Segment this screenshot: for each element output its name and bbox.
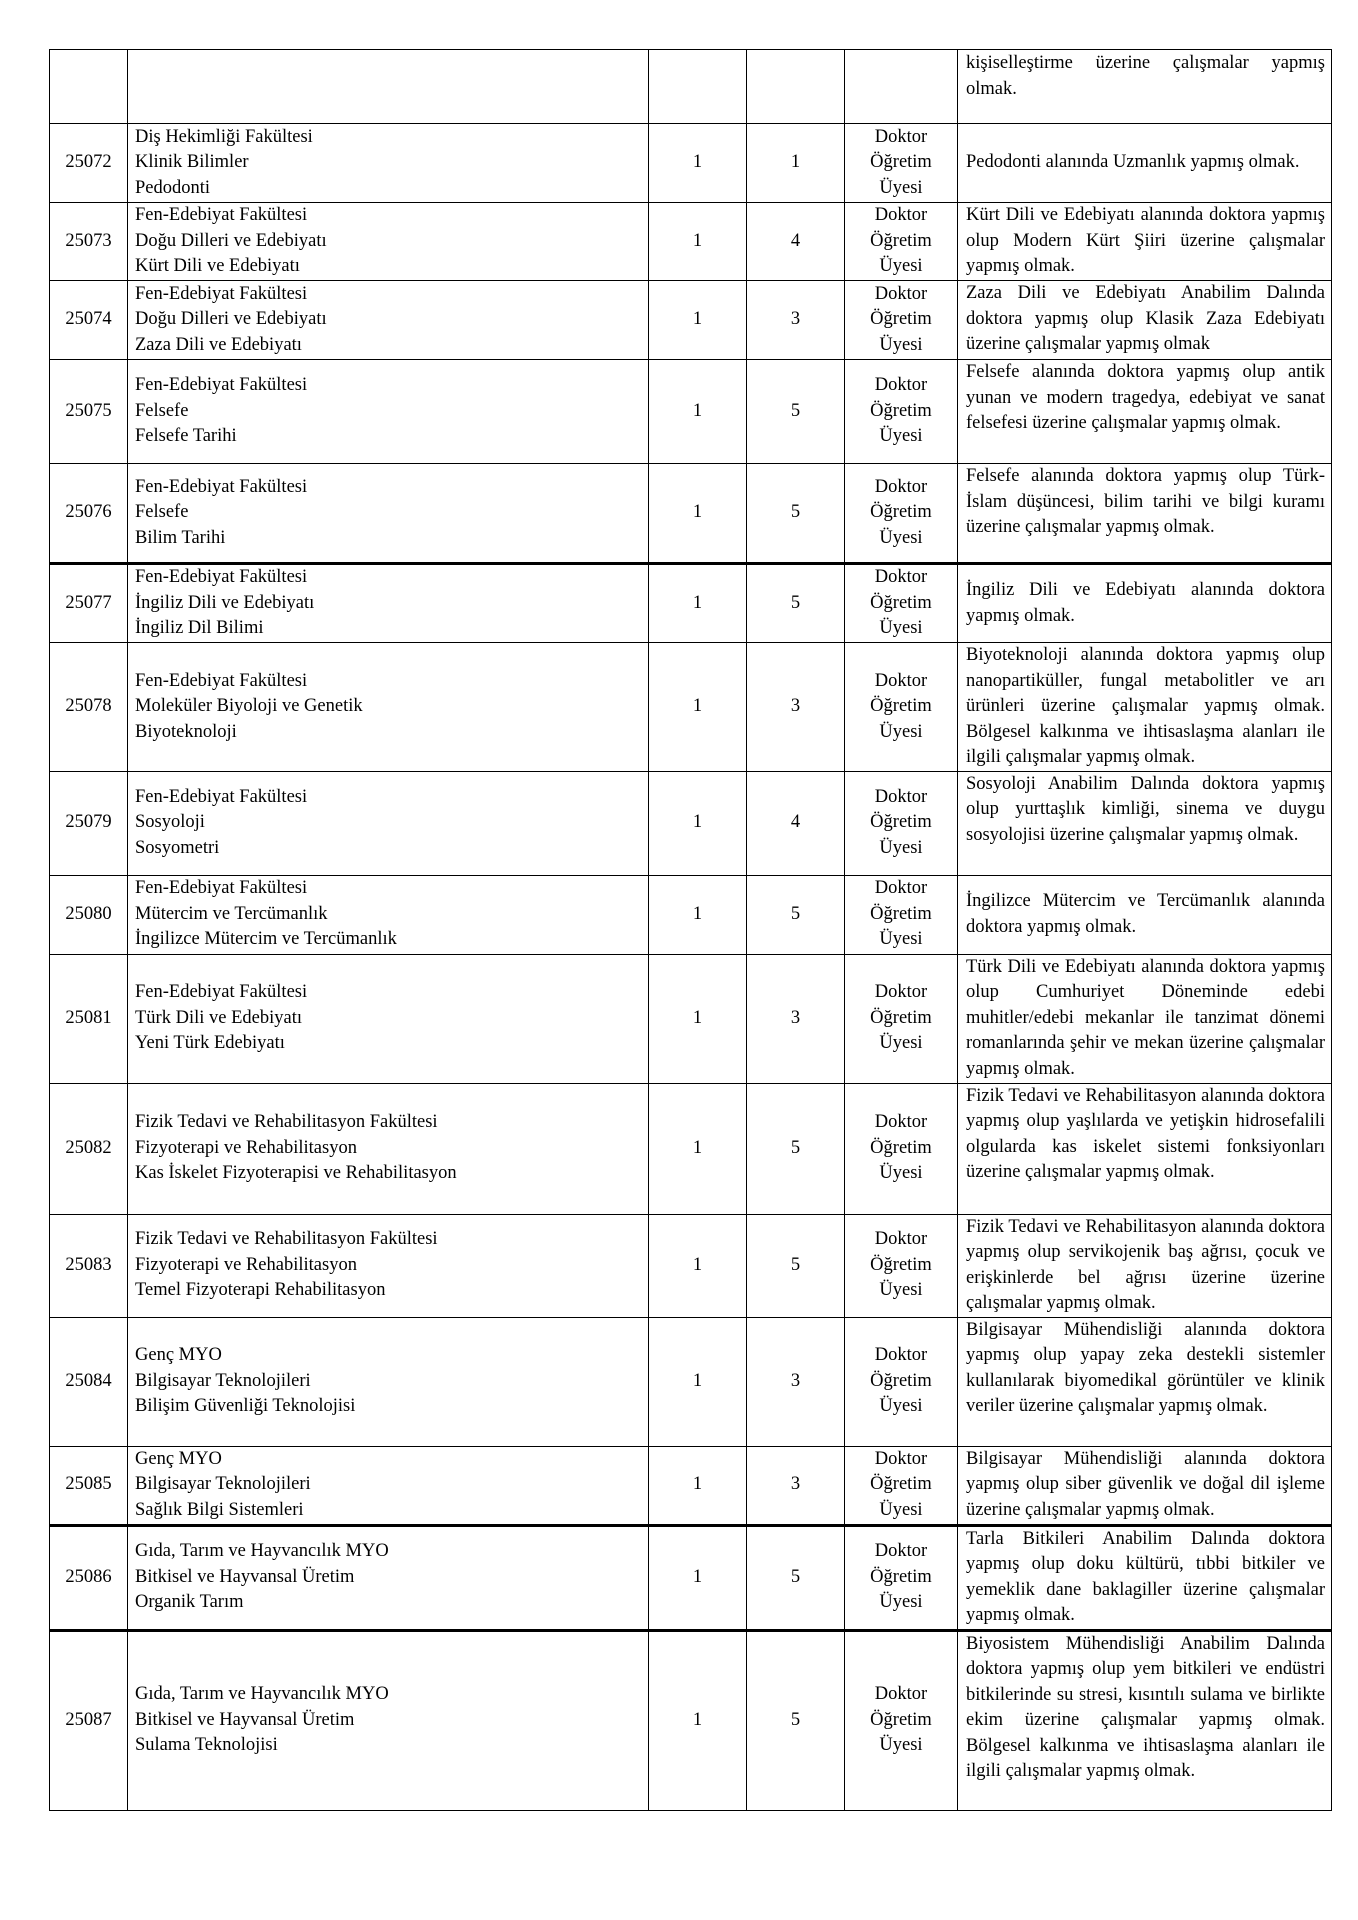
academic-unit <box>128 360 649 464</box>
title-line: Doktor <box>874 283 928 304</box>
academic-unit <box>128 1317 649 1446</box>
position-title <box>845 1446 958 1525</box>
position-degree: 5 <box>747 360 845 464</box>
position-degree: 5 <box>747 564 845 643</box>
department-name: Türk Dili ve Edebiyatı <box>135 1007 302 1028</box>
position-requirement: Felsefe alanında doktora yapmış olup Türk-İslam düşüncesi, bilim tarihi ve bilgi kuramı üzerine çalışmalar yapmış olmak. <box>958 464 1332 564</box>
title-line: Öğretim <box>870 230 932 251</box>
position-count: 1 <box>649 281 747 360</box>
position-degree: 4 <box>747 771 845 875</box>
position-requirement: Sosyoloji Anabilim Dalında doktora yapmış olup yurttaşlık kimliği, sinema ve duygu sosyolojisi üzerine çalışmalar yapmış olmak. <box>958 771 1332 875</box>
title-line: Üyesi <box>879 1033 923 1054</box>
table-row <box>50 1317 1332 1446</box>
position-code: 25085 <box>50 1446 128 1525</box>
academic-unit <box>128 203 649 281</box>
position-degree: 5 <box>747 464 845 564</box>
position-degree: 5 <box>747 1214 845 1317</box>
division-name: Felsefe Tarihi <box>135 426 237 447</box>
division-name: İngiliz Dil Bilimi <box>135 618 264 639</box>
table-row <box>50 360 1332 464</box>
academic-unit <box>128 643 649 772</box>
position-count: 1 <box>649 564 747 643</box>
title-line: Öğretim <box>870 696 932 716</box>
department-name: Bilgisayar Teknolojileri <box>135 1474 311 1495</box>
faculty-name: Fen-Edebiyat Fakültesi <box>135 670 308 691</box>
table-row <box>50 564 1332 643</box>
title-line: Üyesi <box>879 1163 923 1184</box>
position-title <box>845 1630 958 1810</box>
department-name: Felsefe <box>135 400 189 421</box>
position-count: 1 <box>649 464 747 564</box>
position-count: 1 <box>649 1525 747 1630</box>
position-title <box>845 643 958 772</box>
title-line: Üyesi <box>879 1735 923 1756</box>
title-line: Üyesi <box>879 334 923 355</box>
position-count <box>649 50 747 124</box>
title-line: Öğretim <box>870 400 932 421</box>
title-line: Doktor <box>874 205 928 226</box>
position-code: 25083 <box>50 1214 128 1317</box>
position-count: 1 <box>649 1630 747 1810</box>
academic-unit <box>128 954 649 1083</box>
division-name: Bilişim Güvenliği Teknolojisi <box>135 1396 356 1417</box>
position-count: 1 <box>649 1446 747 1525</box>
position-code: 25084 <box>50 1317 128 1446</box>
position-degree: 5 <box>747 1083 845 1214</box>
department-name: Bitkisel ve Hayvansal Üretim <box>135 1709 355 1730</box>
position-requirement: Bilgisayar Mühendisliği alanında doktora yapmış olup siber güvenlik ve doğal dil işleme üzerine çalışmalar yapmış olmak. <box>958 1446 1332 1525</box>
position-count: 1 <box>649 1214 747 1317</box>
table-row <box>50 954 1332 1083</box>
academic-unit <box>128 50 649 124</box>
department-name: Doğu Dilleri ve Edebiyatı <box>135 309 327 330</box>
position-title <box>845 203 958 281</box>
division-name: Temel Fizyoterapi Rehabilitasyon <box>135 1280 386 1301</box>
position-degree <box>747 50 845 124</box>
academic-unit <box>128 281 649 360</box>
table-row <box>50 203 1332 281</box>
title-line: Öğretim <box>870 812 932 833</box>
division-name: Pedodonti <box>135 177 211 198</box>
department-name: Klinik Bilimler <box>135 152 249 173</box>
position-requirement: Fizik Tedavi ve Rehabilitasyon alanında doktora yapmış olup yaşlılarda ve yetişkin hidrosefalili olgularda kas iskelet sistemi fonksiyonları üzerine çalışmalar yapmış olmak. <box>958 1083 1332 1214</box>
position-degree: 5 <box>747 1525 845 1630</box>
title-line: Doktor <box>874 1229 928 1250</box>
title-line: Doktor <box>874 982 928 1003</box>
department-name: Bilgisayar Teknolojileri <box>135 1370 311 1391</box>
academic-unit <box>128 1083 649 1214</box>
faculty-name: Genç MYO <box>135 1345 222 1366</box>
division-name: Kas İskelet Fizyoterapisi ve Rehabilitasyon <box>135 1163 457 1184</box>
department-name: Fizyoterapi ve Rehabilitasyon <box>135 1254 357 1275</box>
position-title <box>845 771 958 875</box>
position-degree: 4 <box>747 203 845 281</box>
position-title <box>845 1083 958 1214</box>
academic-unit <box>128 1446 649 1525</box>
title-line: Doktor <box>874 1541 928 1562</box>
title-line: Doktor <box>874 567 928 588</box>
position-degree: 3 <box>747 954 845 1083</box>
title-line: Üyesi <box>879 618 923 639</box>
title-line: Doktor <box>874 1684 928 1705</box>
faculty-name: Fen-Edebiyat Fakültesi <box>135 205 308 226</box>
title-line: Öğretim <box>870 502 932 523</box>
division-name: İngilizce Mütercim ve Tercümanlık <box>135 929 397 950</box>
faculty-name: Genç MYO <box>135 1448 222 1469</box>
position-requirement: İngiliz Dili ve Edebiyatı alanında doktora yapmış olmak. <box>958 564 1332 643</box>
position-degree: 1 <box>747 124 845 203</box>
position-title <box>845 464 958 564</box>
position-count: 1 <box>649 203 747 281</box>
title-line: Öğretim <box>870 1007 932 1028</box>
position-title <box>845 954 958 1083</box>
division-name: Yeni Türk Edebiyatı <box>135 1033 285 1054</box>
position-requirement: Bilgisayar Mühendisliği alanında doktora yapmış olup yapay zeka destekli sistemler kullanılarak biyomedikal görüntüler ve klinik veriler üzerine çalışmalar yapmış olmak. <box>958 1317 1332 1446</box>
department-name: Moleküler Biyoloji ve Genetik <box>135 696 363 716</box>
position-count: 1 <box>649 954 747 1083</box>
title-line: Öğretim <box>870 1370 932 1391</box>
academic-unit <box>128 1214 649 1317</box>
position-count: 1 <box>649 875 747 954</box>
title-line: Öğretim <box>870 592 932 613</box>
position-degree: 5 <box>747 1630 845 1810</box>
division-name: Kürt Dili ve Edebiyatı <box>135 256 300 277</box>
position-degree: 3 <box>747 1317 845 1446</box>
faculty-position-table <box>49 49 1332 1811</box>
faculty-name: Fizik Tedavi ve Rehabilitasyon Fakültesi <box>135 1229 438 1250</box>
title-line: Öğretim <box>870 1709 932 1730</box>
position-requirement: Biyoteknoloji alanında doktora yapmış olup nanopartiküller, fungal metabolitler ve arı ürünleri üzerine çalışmalar yapmış olmak. Bölgesel kalkınma ve ihtisaslaşma alanları ile ilgili çalışmalar yapmış olmak. <box>958 643 1332 772</box>
title-line: Doktor <box>874 786 928 807</box>
position-count: 1 <box>649 771 747 875</box>
position-code: 25082 <box>50 1083 128 1214</box>
position-code: 25087 <box>50 1630 128 1810</box>
title-line: Öğretim <box>870 1474 932 1495</box>
division-name: Organik Tarım <box>135 1592 244 1613</box>
title-line: Doktor <box>874 1112 928 1133</box>
position-code: 25075 <box>50 360 128 464</box>
position-title <box>845 124 958 203</box>
department-name: Bitkisel ve Hayvansal Üretim <box>135 1566 355 1587</box>
title-line: Üyesi <box>879 1396 923 1417</box>
position-requirement: kişiselleştirme üzerine çalışmalar yapmış olmak. <box>958 50 1332 124</box>
faculty-name: Fen-Edebiyat Fakültesi <box>135 283 308 304</box>
position-count: 1 <box>649 1083 747 1214</box>
division-name: Sağlık Bilgi Sistemleri <box>135 1499 304 1520</box>
title-line: Üyesi <box>879 929 923 950</box>
title-line: Doktor <box>874 375 928 396</box>
position-count: 1 <box>649 1317 747 1446</box>
position-count: 1 <box>649 124 747 203</box>
faculty-name: Fen-Edebiyat Fakültesi <box>135 567 308 588</box>
academic-unit <box>128 1630 649 1810</box>
table-row <box>50 124 1332 203</box>
title-line: Öğretim <box>870 1254 932 1275</box>
academic-unit <box>128 464 649 564</box>
position-count: 1 <box>649 643 747 772</box>
table-row <box>50 464 1332 564</box>
title-line: Öğretim <box>870 1137 932 1158</box>
position-requirement: Türk Dili ve Edebiyatı alanında doktora yapmış olup Cumhuriyet Döneminde edebi muhitler/edebi mekanlar ile tanzimat dönemi romanlarında şehir ve mekan üzerine çalışmalar yapmış olmak. <box>958 954 1332 1083</box>
position-title <box>845 1214 958 1317</box>
title-line: Öğretim <box>870 152 932 173</box>
position-requirement: Pedodonti alanında Uzmanlık yapmış olmak. <box>958 124 1332 203</box>
title-line: Öğretim <box>870 903 932 924</box>
position-code: 25080 <box>50 875 128 954</box>
position-title <box>845 875 958 954</box>
position-code: 25073 <box>50 203 128 281</box>
division-name: Sulama Teknolojisi <box>135 1735 278 1756</box>
division-name: Biyoteknoloji <box>135 721 237 742</box>
title-line: Öğretim <box>870 1566 932 1587</box>
position-requirement: Kürt Dili ve Edebiyatı alanında doktora yapmış olup Modern Kürt Şiiri üzerine çalışmalar yapmış olmak. <box>958 203 1332 281</box>
title-line: Üyesi <box>879 426 923 447</box>
faculty-name: Fen-Edebiyat Fakültesi <box>135 375 308 396</box>
table-row <box>50 1446 1332 1525</box>
position-requirement: Zaza Dili ve Edebiyatı Anabilim Dalında doktora yapmış olup Klasik Zaza Edebiyatı üzerine çalışmalar yapmış olmak <box>958 281 1332 360</box>
position-title <box>845 1525 958 1630</box>
title-line: Doktor <box>874 1345 928 1366</box>
academic-unit <box>128 1525 649 1630</box>
title-line: Üyesi <box>879 1592 923 1613</box>
faculty-name: Fen-Edebiyat Fakültesi <box>135 982 308 1003</box>
position-code <box>50 50 128 124</box>
academic-unit <box>128 771 649 875</box>
division-name: Zaza Dili ve Edebiyatı <box>135 334 302 355</box>
position-title <box>845 564 958 643</box>
table-row <box>50 281 1332 360</box>
position-count: 1 <box>649 360 747 464</box>
position-requirement: Fizik Tedavi ve Rehabilitasyon alanında doktora yapmış olup servikojenik baş ağrısı, çocuk ve erişkinlerde bel ağrısı üzerine üzerine çalışmalar yapmış olmak. <box>958 1214 1332 1317</box>
department-name: Mütercim ve Tercümanlık <box>135 903 328 924</box>
table-row <box>50 771 1332 875</box>
department-name: Sosyoloji <box>135 812 205 833</box>
position-title <box>845 360 958 464</box>
position-requirement: Felsefe alanında doktora yapmış olup antik yunan ve modern tragedya, edebiyat ve sanat felsefesi üzerine çalışmalar yapmış olmak. <box>958 360 1332 464</box>
division-name: Sosyometri <box>135 837 220 858</box>
academic-unit <box>128 124 649 203</box>
title-line: Üyesi <box>879 721 923 742</box>
faculty-name: Fen-Edebiyat Fakültesi <box>135 878 308 899</box>
title-line: Üyesi <box>879 177 923 198</box>
faculty-name: Fen-Edebiyat Fakültesi <box>135 476 308 497</box>
table-row <box>50 1214 1332 1317</box>
position-code: 25072 <box>50 124 128 203</box>
position-code: 25086 <box>50 1525 128 1630</box>
title-line: Doktor <box>874 476 928 497</box>
department-name: Felsefe <box>135 502 189 523</box>
position-degree: 3 <box>747 1446 845 1525</box>
position-degree: 3 <box>747 281 845 360</box>
position-code: 25078 <box>50 643 128 772</box>
faculty-name: Gıda, Tarım ve Hayvancılık MYO <box>135 1541 389 1562</box>
position-degree: 5 <box>747 875 845 954</box>
title-line: Üyesi <box>879 837 923 858</box>
title-line: Üyesi <box>879 1280 923 1301</box>
position-code: 25074 <box>50 281 128 360</box>
title-line: Doktor <box>874 878 928 899</box>
table-row <box>50 1630 1332 1810</box>
position-requirement: Biyosistem Mühendisliği Anabilim Dalında doktora yapmış olup yem bitkileri ve endüstri bitkilerinde su stresi, kısıntılı sulama ve birlikte ekim üzerine çalışmalar yapmış olmak. Bölgesel kalkınma ve ihtisaslaşma alanları ile ilgili çalışmalar yapmış olmak. <box>958 1630 1332 1810</box>
title-line: Üyesi <box>879 1499 923 1520</box>
title-line: Üyesi <box>879 256 923 277</box>
title-line: Doktor <box>874 1448 928 1469</box>
faculty-name: Fizik Tedavi ve Rehabilitasyon Fakültesi <box>135 1112 438 1133</box>
position-code: 25079 <box>50 771 128 875</box>
position-code: 25081 <box>50 954 128 1083</box>
position-title <box>845 50 958 124</box>
table-row <box>50 1083 1332 1214</box>
position-requirement: İngilizce Mütercim ve Tercümanlık alanında doktora yapmış olmak. <box>958 875 1332 954</box>
position-title <box>845 1317 958 1446</box>
title-line: Üyesi <box>879 527 923 548</box>
faculty-name: Diş Hekimliği Fakültesi <box>135 126 313 147</box>
faculty-name: Gıda, Tarım ve Hayvancılık MYO <box>135 1684 389 1705</box>
faculty-name: Fen-Edebiyat Fakültesi <box>135 786 308 807</box>
department-name: Doğu Dilleri ve Edebiyatı <box>135 230 327 251</box>
table-row <box>50 643 1332 772</box>
position-code: 25077 <box>50 564 128 643</box>
table-row <box>50 875 1332 954</box>
title-line: Doktor <box>874 670 928 691</box>
position-degree: 3 <box>747 643 845 772</box>
title-line: Doktor <box>874 126 928 147</box>
table-row <box>50 50 1332 124</box>
position-requirement: Tarla Bitkileri Anabilim Dalında doktora yapmış olup doku kültürü, tıbbi bitkiler ve yemeklik dane baklagiller üzerine çalışmalar yapmış olmak. <box>958 1525 1332 1630</box>
academic-unit <box>128 875 649 954</box>
position-title <box>845 281 958 360</box>
academic-unit <box>128 564 649 643</box>
table-body <box>50 50 1332 1811</box>
title-line: Öğretim <box>870 309 932 330</box>
table-row <box>50 1525 1332 1630</box>
division-name: Bilim Tarihi <box>135 527 226 548</box>
department-name: İngiliz Dili ve Edebiyatı <box>135 592 315 613</box>
department-name: Fizyoterapi ve Rehabilitasyon <box>135 1137 357 1158</box>
position-code: 25076 <box>50 464 128 564</box>
